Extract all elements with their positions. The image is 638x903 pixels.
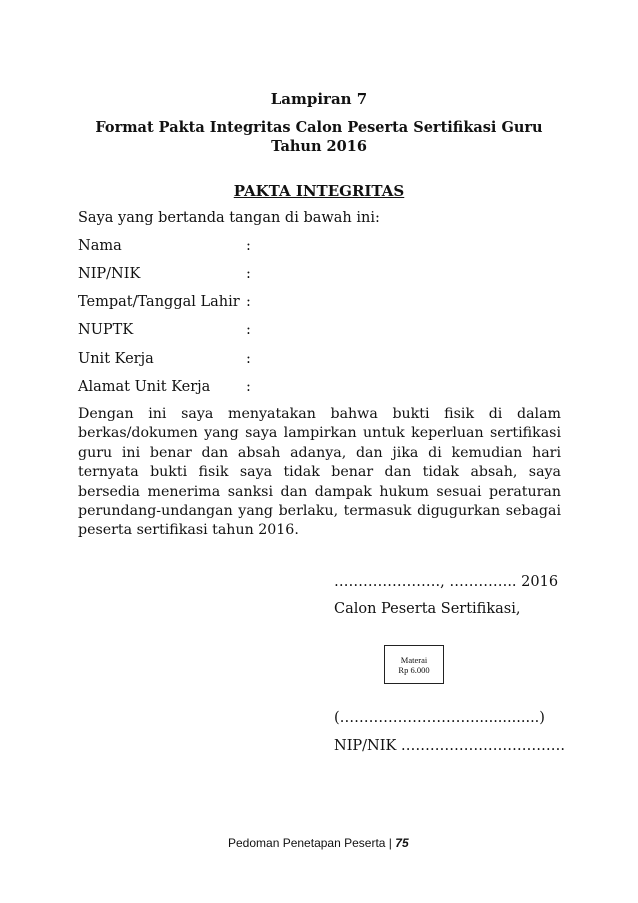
field-label-unit-kerja: Unit Kerja <box>78 351 154 367</box>
intro-text: Saya yang bertanda tangan di bawah ini: <box>78 210 380 226</box>
field-label-nama: Nama <box>78 238 122 254</box>
place-date-line: …………………., ………….. 2016 <box>334 574 559 590</box>
lampiran-title: Lampiran 7 <box>270 90 368 108</box>
signer-nip-line: NIP/NIK ……………………………. <box>334 738 566 754</box>
signer-role: Calon Peserta Sertifikasi, <box>334 601 521 617</box>
field-label-nuptk: NUPTK <box>78 322 134 338</box>
materai-label: Materai <box>400 654 428 665</box>
page-footer <box>228 836 409 850</box>
field-colon: : <box>246 266 251 282</box>
field-label-nip: NIP/NIK <box>78 266 141 282</box>
field-colon: : <box>246 351 251 367</box>
field-label-ttl: Tempat/Tanggal Lahir <box>78 294 240 310</box>
year-title: Tahun 2016 <box>271 138 367 155</box>
footer-separator: | <box>388 836 392 850</box>
materai-stamp-box <box>384 645 444 684</box>
pakta-integritas-title: PAKTA INTEGRITAS <box>233 182 405 200</box>
materai-value: Rp 6.000 <box>398 664 430 675</box>
statement-paragraph: Dengan ini saya menyatakan bahwa bukti fisik di dalam berkas/dokumen yang saya lampirkan untuk keperluan sertifikasi guru ini benar dan absah adanya, dan jika di kemudian hari ternyata bukti fisik saya tidak benar dan tidak absah, saya bersedia menerima sanksi dan dampak hukum sesuai peraturan perundang-undangan yang berlaku, termasuk digugurkan sebagai peserta sertifikasi tahun 2016. <box>78 406 561 539</box>
field-colon: : <box>246 294 251 310</box>
footer-text: Pedoman Penetapan Peserta <box>228 836 386 850</box>
signer-name-line: (………………………...............) <box>334 710 545 726</box>
field-label-alamat: Alamat Unit Kerja <box>78 379 211 395</box>
page-number: 75 <box>395 836 409 850</box>
field-colon: : <box>246 322 251 338</box>
field-colon: : <box>246 379 251 395</box>
format-title: Format Pakta Integritas Calon Peserta Sertifikasi Guru <box>95 119 543 136</box>
field-colon: : <box>246 238 251 254</box>
